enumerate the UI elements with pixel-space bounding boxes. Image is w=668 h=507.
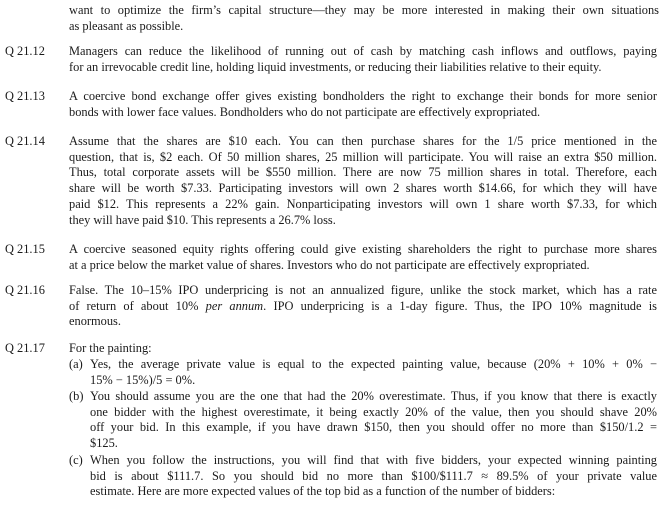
part-label: (b) (69, 389, 84, 403)
text-line: When you follow the instructions, you will find that with five bidders, your expected winning painting (90, 453, 657, 467)
emphasis-text: per annum (205, 298, 264, 313)
text-line: 15% − 15%)/5 = 0%. (90, 372, 196, 387)
text-line: one bidder with the highest overestimate, it being exactly 20% of the value, then you should shave 20% (90, 404, 657, 419)
question-number: Q 21.15 (5, 242, 45, 256)
text-line: of return of about 10% per annum. IPO underpricing is a 1-day figure. Thus, the IPO 10% magnitude is (69, 298, 657, 313)
part-label: (a) (69, 357, 83, 371)
part-text (90, 357, 657, 388)
text-line: for an irrevocable credit line, holding liquid investments, or reducing their liabilities relative to their equity. (69, 59, 602, 74)
text-line: bonds with lower face values. Bondholders who do not participate are effectively expropriated. (69, 104, 541, 119)
text-line: at a price below the market value of shares. Investors who do not participate are effectively expropriated. (69, 257, 590, 272)
answer-text (69, 242, 657, 273)
answer-text (69, 89, 657, 120)
text-line: For the painting: (69, 341, 152, 355)
text-line: You should assume you are the one that had the 20% overestimate. Thus, if you know that there is exactly (90, 389, 657, 403)
text-line: False. The 10–15% IPO underpricing is not an annualized figure, unlike the stock market, which has a rate (69, 283, 657, 297)
text-line: question, that is, $2 each. Of 50 million shares, 25 million will participate. You will raise an extra $50 million. (69, 149, 657, 164)
text-line: enormous. (69, 314, 121, 329)
answer-text (69, 134, 657, 228)
text-line: off your bid. In this example, if you have drawn $150, then you should offer no more than $150/1.2 = (90, 420, 657, 435)
question-number: Q 21.17 (5, 341, 45, 355)
text-line: bid is about $111.7. So you should bid no more than $100/$111.7 ≈ 89.5% of your private value (90, 468, 657, 483)
text-line: share will be worth $7.33. Participating investors will own 2 shares worth $14.66, for which they will have (69, 181, 657, 196)
answer-text (69, 283, 657, 330)
text-line: Managers can reduce the likelihood of running out of cash by matching cash inflows and outflows, paying (69, 44, 657, 58)
question-number: Q 21.13 (5, 89, 45, 103)
text-line: they will have paid $10. This represents a 26.7% loss. (69, 212, 336, 227)
question-number: Q 21.14 (5, 134, 45, 148)
continued-paragraph (69, 3, 659, 34)
part-label: (c) (69, 453, 83, 467)
answer-text (69, 44, 657, 75)
text-line: estimate. Here are more expected values of the top bid as a function of the number of bidders: (90, 484, 556, 499)
question-number: Q 21.12 (5, 44, 45, 58)
text-line: want to optimize the firm’s capital structure—they may be more interested in making their own situations (69, 3, 659, 17)
text-line: A coercive seasoned equity rights offering could give existing shareholders the right to purchase more shares (69, 242, 657, 256)
part-text (90, 453, 657, 500)
text-line: Assume that the shares are $10 each. You can then purchase shares for the 1/5 price mentioned in the (69, 134, 657, 148)
text-line: paid $12. This represents a 22% gain. Nonparticipating investors will own 1 share worth $7.33, for which (69, 196, 657, 211)
part-text (90, 389, 657, 452)
text-line: as pleasant as possible. (69, 18, 184, 33)
text-line: Thus, total corporate assets will be $550 million. There are now 75 million shares in total. Therefore, each (69, 165, 657, 180)
text-line: Yes, the average private value is equal to the expected painting value, because (20% + 10% + 0% − (90, 357, 657, 371)
answer-intro (69, 341, 657, 357)
text-line: A coercive bond exchange offer gives existing bondholders the right to exchange their bonds for more senior (69, 89, 657, 103)
question-number: Q 21.16 (5, 283, 45, 297)
text-line: $125. (90, 436, 118, 451)
